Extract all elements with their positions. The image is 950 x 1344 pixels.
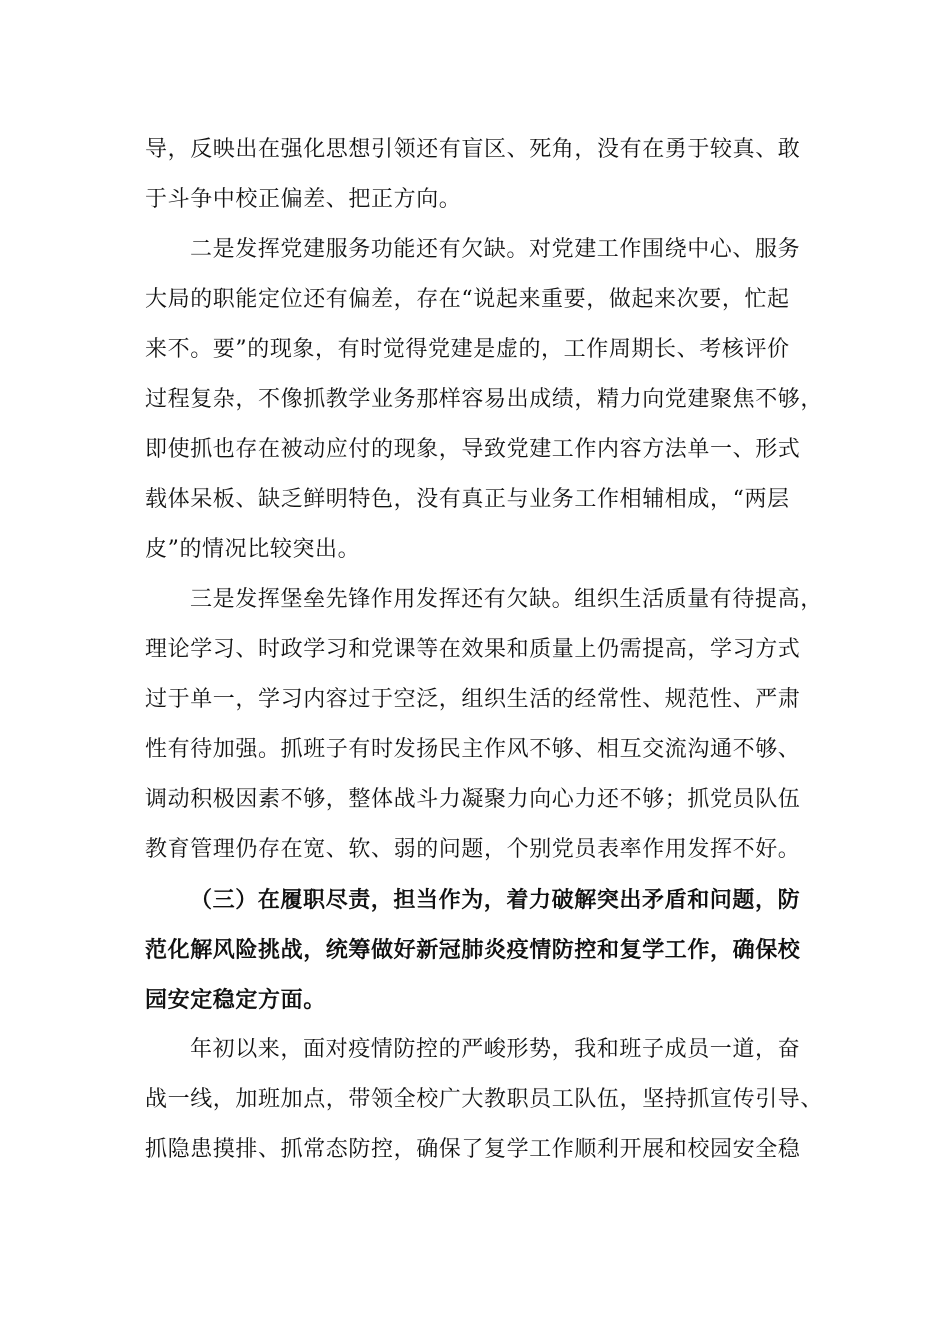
text-line: 性有待加强。抓班子有时发扬民主作风不够、相互交流沟通不够、 <box>145 737 801 762</box>
section-heading-line: （三）在履职尽责，担当作为，着力破解突出矛盾和问题，防 <box>190 887 801 913</box>
text-line: 载体呆板、缺乏鲜明特色，没有真正与业务工作相辅相成，“两层 <box>145 487 790 512</box>
text-line: 战一线，加班加点，带领全校广大教职员工队伍，坚持抓宣传引导、 <box>145 1087 824 1112</box>
text-line: 调动积极因素不够，整体战斗力凝聚力向心力还不够；抓党员队伍 <box>145 787 801 812</box>
text-line: 大局的职能定位还有偏差，存在“说起来重要，做起来次要，忙起 <box>145 287 790 312</box>
text-line: 皮”的情况比较突出。 <box>145 537 361 562</box>
paragraph-start-line: 年初以来，面对疫情防控的严峻形势，我和班子成员一道，奋 <box>190 1037 801 1062</box>
section-heading-line: 范化解风险挑战，统筹做好新冠肺炎疫情防控和复学工作，确保校 <box>145 937 801 963</box>
paragraph-start-line: 三是发挥堡垒先锋作用发挥还有欠缺。组织生活质量有待提高， <box>190 587 823 612</box>
text-line: 导，反映出在强化思想引领还有盲区、死角，没有在勇于较真、敢 <box>145 137 801 162</box>
text-line: 理论学习、时政学习和党课等在效果和质量上仍需提高，学习方式 <box>145 637 801 662</box>
paragraph-start-line: 二是发挥党建服务功能还有欠缺。对党建工作围绕中心、服务 <box>190 237 801 262</box>
text-line: 教育管理仍存在宽、软、弱的问题，个别党员表率作用发挥不好。 <box>145 837 801 862</box>
text-line: 过程复杂，不像抓教学业务那样容易出成绩，精力向党建聚焦不够， <box>145 387 824 412</box>
text-line: 过于单一，学习内容过于空泛，组织生活的经常性、规范性、严肃 <box>145 687 801 712</box>
text-line: 即使抓也存在被动应付的现象，导致党建工作内容方法单一、形式 <box>145 437 801 462</box>
text-line: 抓隐患摸排、抓常态防控，确保了复学工作顺利开展和校园安全稳 <box>145 1137 801 1162</box>
text-line: 来不。要”的现象，有时觉得党建是虚的，工作周期长、考核评价 <box>145 337 790 362</box>
text-line: 于斗争中校正偏差、把正方向。 <box>145 187 462 212</box>
section-heading-line: 园安定稳定方面。 <box>145 987 326 1013</box>
